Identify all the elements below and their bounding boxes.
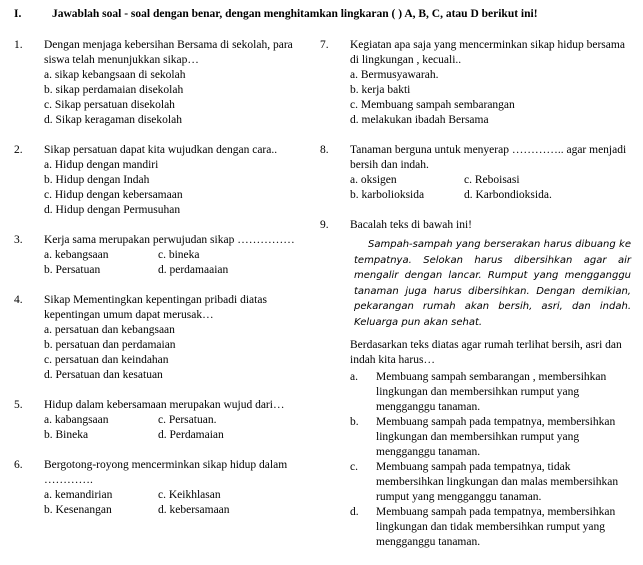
right-column	[320, 38, 631, 565]
option: b. Kesenangan	[44, 504, 112, 516]
question-text: Dengan menjaga kebersihan Bersama di sekolah, para siswa telah menunjukkan sikap…	[44, 39, 293, 66]
option-row	[350, 173, 631, 188]
option-letter: a.	[350, 371, 358, 383]
option: d. kebersamaan	[158, 504, 230, 516]
option-text: Membuang sampah sembarangan , membersihkan lingkungan dan membersihkan rumput yang mengganggu tanaman.	[376, 371, 607, 413]
section-instruction: Jawablah soal - soal dengan benar, dengan menghitamkan lingkaran ( ) A, B, C, atau D berikut ini!	[52, 8, 538, 20]
option: c. Keikhlasan	[158, 489, 221, 501]
question-number: 3.	[14, 234, 23, 246]
option: d. Sikap keragaman disekolah	[44, 114, 182, 126]
question-text: Kerja sama merupakan perwujudan sikap ……………	[44, 234, 295, 246]
question-body	[44, 398, 310, 443]
section-header	[14, 7, 631, 22]
question-number: 5.	[14, 399, 23, 411]
question-6	[14, 458, 310, 518]
section-number: I.	[14, 8, 22, 20]
option-letter: d.	[350, 506, 359, 518]
option-row	[44, 413, 310, 428]
option	[350, 505, 631, 550]
question-number: 2.	[14, 144, 23, 156]
question-body	[44, 233, 310, 278]
question-1	[14, 38, 310, 128]
option: b. persatuan dan perdamaian	[44, 339, 176, 351]
option: a. Hidup dengan mandiri	[44, 159, 159, 171]
question-4	[14, 293, 310, 383]
question-5	[14, 398, 310, 443]
option: c. persatuan dan keindahan	[44, 354, 169, 366]
question-8	[320, 143, 631, 203]
option: d. melakukan ibadah Bersama	[350, 114, 489, 126]
question-number: 6.	[14, 459, 23, 471]
option-letter: b.	[350, 416, 359, 428]
reading-passage: Sampah-sampah yang berserakan harus dibuang ke tempatnya. Selokan harus dibersihkan agar air mengalir dengan lancar. Rumput yang mengganggu tanaman juga harus dibersihkan. Dengan demikian, pekarangan rumah akan bersih, asri, dan indah. Keluarga pun akan sehat.	[354, 239, 631, 328]
option-letter: c.	[350, 461, 358, 473]
option	[350, 415, 631, 460]
option: d. Karbondioksida.	[464, 189, 552, 201]
question-number: 4.	[14, 294, 23, 306]
question-body	[44, 143, 310, 218]
question-number: 7.	[320, 39, 329, 51]
question-text: Sikap persatuan dapat kita wujudkan dengan cara..	[44, 144, 278, 156]
option: c. Hidup dengan kebersamaan	[44, 189, 183, 201]
option: c. bineka	[158, 249, 200, 261]
question-body	[350, 38, 631, 128]
question-number: 8.	[320, 144, 329, 156]
option-row	[44, 428, 310, 443]
option: a. kemandirian	[44, 489, 113, 501]
question-text: Bergotong-royong mencerminkan sikap hidup dalam	[44, 459, 288, 471]
option-row	[44, 248, 310, 263]
option	[350, 370, 631, 415]
option: b. Hidup dengan Indah	[44, 174, 150, 186]
option: a. oksigen	[350, 174, 397, 186]
option-text: Membuang sampah pada tempatnya, membersihkan lingkungan dan tidak membersihkan rumput yang mengganggu tanaman.	[376, 506, 616, 548]
option: c. Sikap persatuan disekolah	[44, 99, 175, 111]
question-7	[320, 38, 631, 128]
option: a. Bermusyawarah.	[350, 69, 439, 81]
option: c. Reboisasi	[464, 174, 520, 186]
question-number: 1.	[14, 39, 23, 51]
question-text: ………….	[44, 474, 93, 486]
question-text: Tanaman berguna untuk menyerap ………….. agar menjadi bersih dan indah.	[350, 144, 627, 171]
option: c. Membuang sampah sembarangan	[350, 99, 515, 111]
option: a. kebangsaan	[44, 249, 109, 261]
option: b. karbolioksida	[350, 189, 425, 201]
option-row	[350, 188, 631, 203]
option-row	[44, 503, 310, 518]
option	[350, 460, 631, 505]
question-text: Bacalah teks di bawah ini!	[350, 219, 472, 231]
option: b. sikap perdamaian disekolah	[44, 84, 184, 96]
question-body	[44, 458, 310, 518]
option: b. Bineka	[44, 429, 89, 441]
left-column	[14, 38, 320, 533]
option: d. Perdamaian	[158, 429, 224, 441]
option: d. Hidup dengan Permusuhan	[44, 204, 181, 216]
question-text: Sikap Mementingkan kepentingan pribadi diatas kepentingan umum dapat merusak…	[44, 294, 267, 321]
option: a. sikap kebangsaan di sekolah	[44, 69, 186, 81]
option: b. kerja bakti	[350, 84, 411, 96]
option: d. perdamaaian	[158, 264, 229, 276]
question-body	[44, 38, 310, 128]
option-row	[44, 263, 310, 278]
question-3	[14, 233, 310, 278]
question-body	[350, 218, 631, 550]
option-text: Membuang sampah pada tempatnya, membersihkan lingkungan dan membersihkan rumput yang mengganggu tanaman.	[376, 416, 616, 458]
option: d. Persatuan dan kesatuan	[44, 369, 163, 381]
two-column-layout	[14, 38, 631, 565]
question-2	[14, 143, 310, 218]
option-row	[44, 488, 310, 503]
question-followup: Berdasarkan teks diatas agar rumah terlihat bersih, asri dan indah kita harus…	[350, 339, 622, 366]
question-text: Hidup dalam kebersamaan merupakan wujud dari…	[44, 399, 285, 411]
question-text: Kegiatan apa saja yang mencerminkan sikap hidup bersama di lingkungan , kecuali..	[350, 39, 625, 66]
question-9	[320, 218, 631, 550]
option: c. Persatuan.	[158, 414, 217, 426]
question-body	[350, 143, 631, 203]
question-number: 9.	[320, 219, 329, 231]
option: a. persatuan dan kebangsaan	[44, 324, 175, 336]
option-text: Membuang sampah pada tempatnya, tidak membersihkan lingkungan dan malas membersihkan rumput yang mengganggu tanaman.	[376, 461, 619, 503]
option: b. Persatuan	[44, 264, 101, 276]
option: a. kabangsaan	[44, 414, 109, 426]
question-body	[44, 293, 310, 383]
